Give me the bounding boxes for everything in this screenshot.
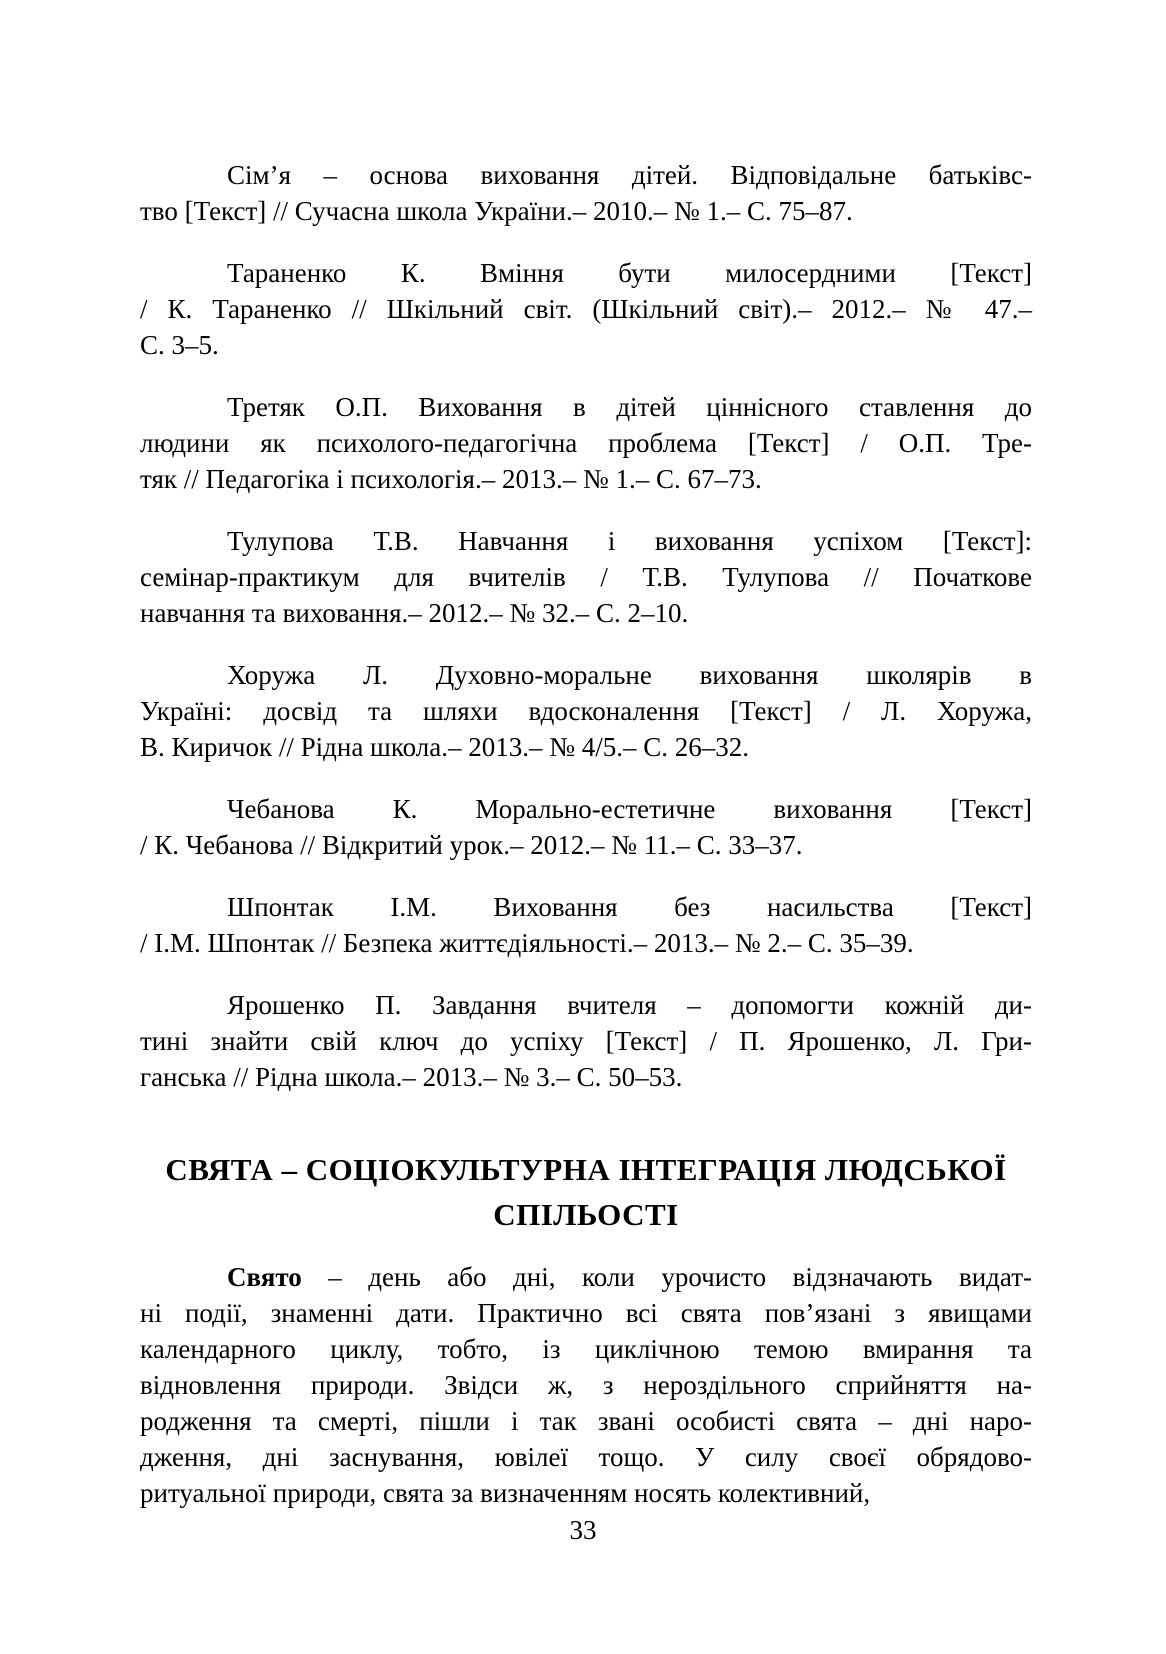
- text-line: ні події, знаменні дати. Практично всі свята пов’язані з явищами: [140, 1298, 1032, 1328]
- text-line: дження, дні заснування, ювілеї тощо. У силу своєї обрядово-: [140, 1442, 1032, 1472]
- text-line: Третяк О.П. Виховання в дітей ціннісного ставлення до: [227, 392, 1032, 422]
- text-line: Хоружа Л. Духовно-моральне виховання школярів в: [227, 660, 1032, 690]
- bibliography-entry: [140, 657, 1032, 765]
- text-line: навчання та виховання.– 2012.– № 32.– С. 2–10.: [140, 598, 689, 628]
- text-line: / К. Чебанова // Відкритий урок.– 2012.– № 11.– С. 33–37.: [140, 830, 803, 860]
- text-line: СПІЛЬОСТІ: [493, 1197, 679, 1232]
- lead-paragraph: [140, 1259, 1032, 1511]
- text-line: Чебанова К. Морально-естетичне виховання [Текст]: [227, 794, 1032, 824]
- text-line: тині знайти свій ключ до успіху [Текст] / П. Ярошенко, Л. Гри-: [140, 1026, 1032, 1056]
- section-heading: [140, 1147, 1032, 1237]
- page-number: 33: [569, 1515, 597, 1545]
- text-line: тво [Текст] // Сучасна школа України.– 2010.– № 1.– С. 75–87.: [140, 196, 853, 226]
- text-line: семінар-практикум для вчителів / Т.В. Тулупова // Початкове: [140, 562, 1032, 592]
- bibliography-entry: [140, 889, 1032, 961]
- bibliography-entry: [140, 255, 1032, 363]
- bibliography-entry: [140, 389, 1032, 497]
- text-line: ритуальної природи, свята за визначенням носять колективний,: [140, 1478, 871, 1508]
- text-line: Сім’я – основа виховання дітей. Відповідальне батьківс-: [227, 160, 1032, 190]
- text-line: календарного циклу, тобто, із циклічною темою вмирання та: [140, 1334, 1032, 1364]
- bibliography-entry: [140, 523, 1032, 631]
- text-line: Шпонтак І.М. Виховання без насильства [Текст]: [227, 892, 1032, 922]
- text-line: Україні: досвід та шляхи вдосконалення [Текст] / Л. Хоружа,: [140, 696, 1032, 726]
- text-line: Тараненко К. Вміння бути милосердними [Текст]: [227, 258, 1032, 288]
- text-line: відновлення природи. Звідси ж, з нероздільного сприйняття на-: [140, 1370, 1032, 1400]
- text-line: Тулупова Т.В. Навчання і виховання успіхом [Текст]:: [227, 526, 1032, 556]
- text-line: Ярошенко П. Завдання вчителя – допомогти кожній ди-: [227, 990, 1032, 1020]
- page-content: [140, 157, 1032, 1511]
- bibliography-list: [140, 157, 1032, 1095]
- text-line: С. 3–5.: [140, 330, 219, 360]
- text-line: / К. Тараненко // Шкільний світ. (Шкільний світ).– 2012.– № 47.–: [140, 294, 1032, 324]
- text-line: тяк // Педагогіка і психологія.– 2013.– № 1.– С. 67–73.: [140, 464, 762, 494]
- bibliography-entry: [140, 791, 1032, 863]
- bibliography-entry: [140, 987, 1032, 1095]
- bibliography-entry: [140, 157, 1032, 229]
- text-line: В. Киричок // Рідна школа.– 2013.– № 4/5.– С. 26–32.: [140, 732, 749, 762]
- bold-term: Свято: [227, 1262, 302, 1292]
- text-line: родження та смерті, пішли і так звані особисті свята – дні наро-: [140, 1406, 1032, 1436]
- text-line: людини як психолого-педагогічна проблема [Текст] / О.П. Тре-: [140, 428, 1032, 458]
- text-line: Свято – день або дні, коли урочисто відзначають видат-: [227, 1262, 1032, 1292]
- text-line: СВЯТА – СОЦІОКУЛЬТУРНА ІНТЕГРАЦІЯ ЛЮДСЬКОЇ: [165, 1152, 1007, 1187]
- text-line: ганська // Рідна школа.– 2013.– № 3.– С. 50–53.: [140, 1062, 683, 1092]
- text-line: / І.М. Шпонтак // Безпека життєдіяльності.– 2013.– № 2.– С. 35–39.: [140, 928, 914, 958]
